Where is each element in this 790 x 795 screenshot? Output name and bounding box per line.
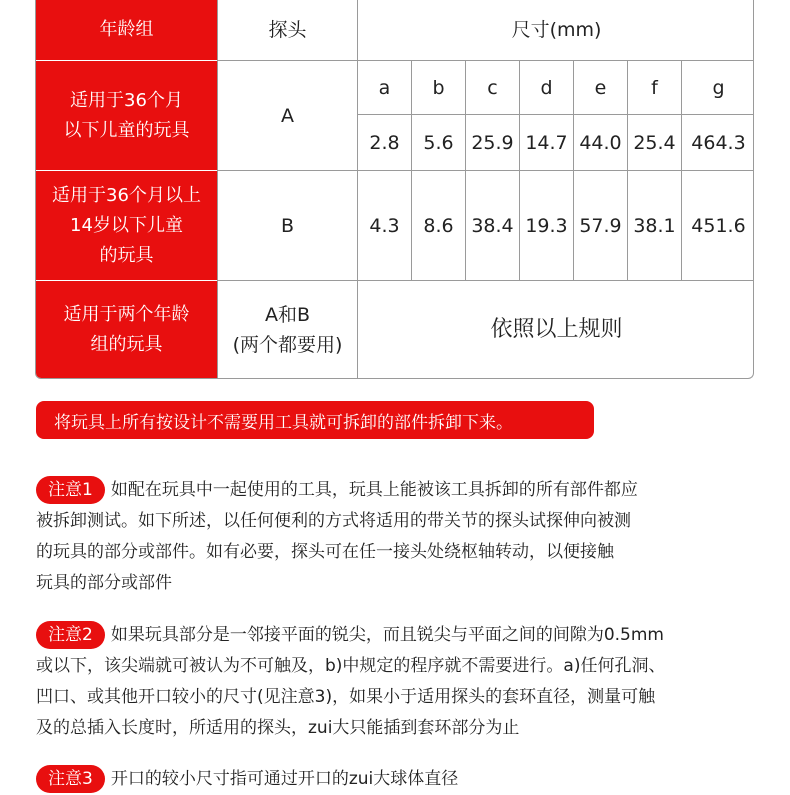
grid-line	[217, 60, 754, 61]
col-e: e	[594, 76, 607, 99]
row1-age-group	[36, 61, 217, 170]
row1-value-g: 464.3	[691, 131, 746, 154]
note-line: 的玩具的部分或部件。如有必要，探头可在任一接头处绕枢轴转动，以便接触	[36, 542, 614, 562]
grid-line	[519, 60, 520, 280]
row2-value-g: 451.6	[691, 214, 746, 237]
row1-value-e: 44.0	[579, 131, 622, 154]
grid-line	[357, 0, 358, 379]
note-line: 凹口、或其他开口较小的尺寸(见注意3)，如果小于适用探头的套环直径，测量可触	[36, 687, 656, 707]
col-g: g	[712, 76, 725, 99]
row1-value-a: 2.8	[369, 131, 400, 154]
note-line: 如配在玩具中一起使用的工具，玩具上能被该工具拆卸的所有部件都应	[110, 480, 638, 500]
note-line: 被拆卸测试。如下所述，以任何便利的方式将适用的带关节的探头试探伸向被测	[36, 511, 631, 531]
row2-value-c: 38.4	[471, 214, 514, 237]
note-1	[36, 475, 761, 599]
row1-probe: A	[281, 104, 294, 127]
note-3	[36, 764, 761, 795]
row1-value-f: 25.4	[633, 131, 676, 154]
row2-value-f: 38.1	[633, 214, 676, 237]
row3-probe-line-1: A和B	[264, 304, 311, 326]
size-table	[35, 0, 754, 379]
row2-value-b: 8.6	[423, 214, 454, 237]
note-line: 或以下，该尖端就可被认为不可触及，b)中规定的程序就不需要进行。a)任何孔洞、	[36, 656, 666, 676]
row3-age-line-2: 组的玩具	[90, 334, 163, 355]
row2-age-group	[36, 171, 217, 280]
row1-age-line-2: 以下儿童的玩具	[63, 119, 190, 141]
row2-value-a: 4.3	[369, 214, 400, 237]
col-c: c	[487, 76, 498, 99]
row2-value-e: 57.9	[579, 214, 622, 237]
row1-value-c: 25.9	[471, 131, 514, 154]
col-b: b	[432, 76, 445, 99]
note-line: 开口的较小尺寸指可通过开口的zui大球体直径	[110, 769, 459, 789]
row2-age-line-2: 14岁以下儿童	[70, 214, 183, 236]
note-tag: 注意3	[36, 765, 105, 793]
grid-line	[217, 0, 218, 379]
note-2	[36, 620, 761, 744]
instruction-banner: 将玩具上所有按设计不需要用工具就可拆卸的部件拆卸下来。	[36, 401, 594, 439]
header-probe: 探头	[268, 19, 307, 41]
header-size: 尺寸(mm)	[511, 19, 602, 41]
grid-line	[411, 60, 412, 280]
col-f: f	[651, 76, 658, 99]
note-tag: 注意1	[36, 476, 105, 504]
grid-line	[465, 60, 466, 280]
grid-line	[573, 60, 574, 280]
row1-age-line-1: 适用于36个月	[70, 89, 183, 111]
row2-probe: B	[280, 214, 295, 237]
grid-line	[627, 60, 628, 280]
row2-age-line-3: 的玩具	[99, 244, 154, 266]
note-line: 如果玩具部分是一邻接平面的锐尖，而且锐尖与平面之间的间隙为0.5mm	[110, 625, 664, 645]
row2-age-line-1: 适用于36个月以上	[52, 184, 201, 206]
row3-rule: 依照以上规则	[490, 317, 623, 342]
grid-line	[681, 60, 682, 280]
row2-value-d: 19.3	[525, 214, 568, 237]
row1-value-d: 14.7	[525, 131, 568, 154]
row3-probe-line-2: (两个都要用)	[232, 334, 343, 356]
col-a: a	[378, 76, 391, 99]
note-line: 及的总插入长度时，所适用的探头，zui大只能插到套环部分为止	[36, 718, 520, 738]
header-age-group: 年龄组	[36, 0, 217, 60]
grid-line	[217, 170, 754, 171]
row3-probe	[218, 281, 357, 379]
grid-line	[217, 280, 754, 281]
note-line: 玩具的部分或部件	[36, 573, 172, 593]
row3-age-group	[36, 281, 217, 379]
grid-line	[357, 114, 754, 115]
row1-value-b: 5.6	[423, 131, 454, 154]
row3-age-line-1: 适用于两个年龄	[63, 304, 190, 325]
note-tag: 注意2	[36, 621, 105, 649]
col-d: d	[540, 76, 553, 99]
